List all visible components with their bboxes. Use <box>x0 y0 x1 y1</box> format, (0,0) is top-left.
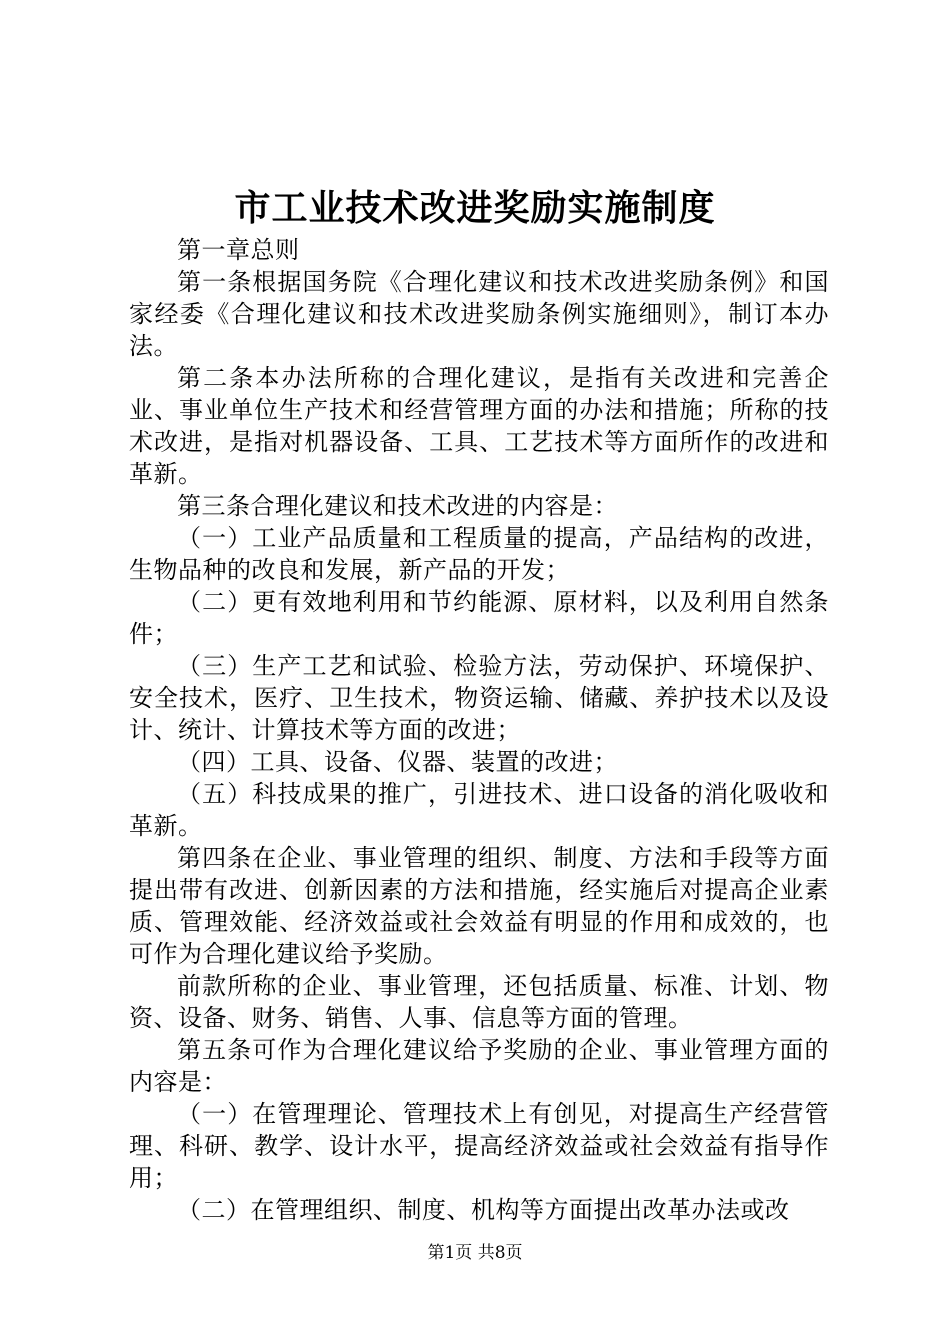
document-title: 市工业技术改进奖励实施制度 <box>234 187 716 229</box>
document-body <box>129 234 829 1226</box>
article-3: 第三条合理化建议和技术改进的内容是： <box>177 492 618 520</box>
article-4: 第四条在企业、事业管理的组织、制度、方法和手段等方面提出带有改进、创新因素的方法和措施，经实施后对提高企业素质、管理效能、经济效益或社会效益有明显的作用和成效的，也可作为合理化建议给予奖励。 <box>129 844 829 968</box>
article-2: 第二条本办法所称的合理化建议，是指有关改进和完善企业、事业单位生产技术和经营管理方面的办法和措施；所称的技术改进，是指对机器设备、工具、工艺技术等方面所作的改进和革新。 <box>129 364 829 488</box>
article-4-note: 前款所称的企业、事业管理，还包括质量、标准、计划、物资、设备、财务、销售、人事、信息等方面的管理。 <box>129 972 829 1032</box>
article-3-item-5: （五）科技成果的推广，引进技术、进口设备的消化吸收和革新。 <box>129 780 829 840</box>
article-1: 第一条根据国务院《合理化建议和技术改进奖励条例》和国家经委《合理化建议和技术改进奖励条例实施细则》，制订本办法。 <box>129 268 829 360</box>
article-5-item-2: （二）在管理组织、制度、机构等方面提出改革办法或改 <box>177 1196 790 1224</box>
article-5: 第五条可作为合理化建议给予奖励的企业、事业管理方面的内容是： <box>129 1036 829 1096</box>
page-number-footer: 第1页 共8页 <box>427 1243 523 1263</box>
article-3-item-3: （三）生产工艺和试验、检验方法，劳动保护、环境保护、安全技术，医疗、卫生技术，物资运输、储藏、养护技术以及设计、统计、计算技术等方面的改进； <box>129 652 829 744</box>
article-5-item-1: （一）在管理理论、管理技术上有创见，对提高生产经营管理、科研、教学、设计水平，提高经济效益或社会效益有指导作用； <box>129 1100 829 1192</box>
article-3-item-1: （一）工业产品质量和工程质量的提高，产品结构的改进，生物品种的改良和发展，新产品的开发； <box>129 524 829 584</box>
article-3-item-4: （四）工具、设备、仪器、装置的改进； <box>177 748 618 776</box>
chapter-heading: 第一章总则 <box>177 236 300 264</box>
article-3-item-2: （二）更有效地利用和节约能源、原材料，以及利用自然条件； <box>129 588 829 648</box>
